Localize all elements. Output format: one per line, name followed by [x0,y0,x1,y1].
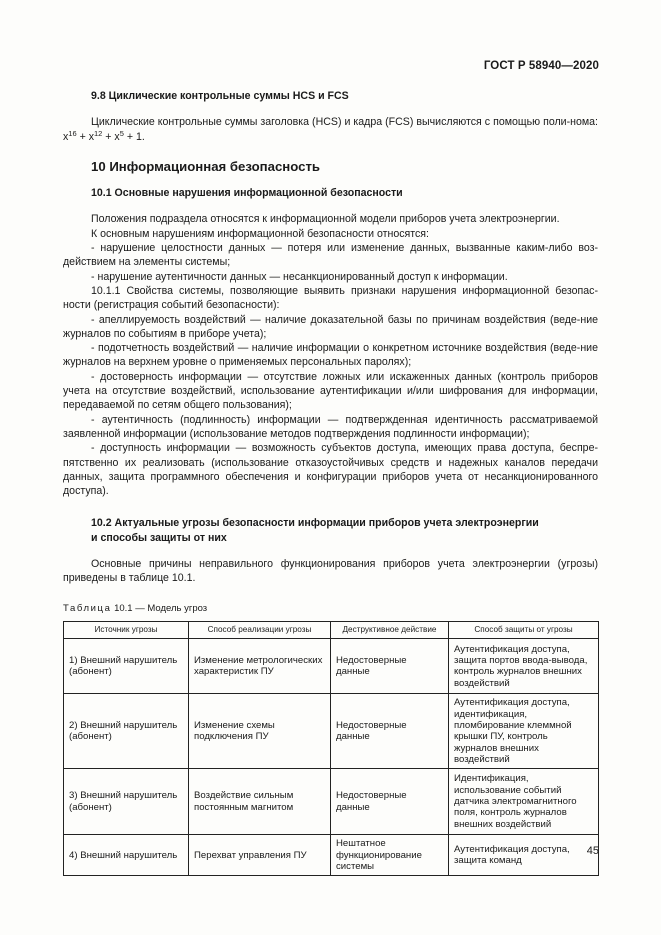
standard-header: ГОСТ Р 58940—2020 [483,60,599,72]
table-cell: Перехват управления ПУ [189,835,331,876]
section-10-2-text: Основные причины неправильного функционирования приборов учета электроэнергии (угрозы) приведены в таблице 10.1. [63,558,598,585]
section-10-2-title: 10.2 Актуальные угрозы безопасности информации приборов учета электроэнергии и способы защиты от них [91,517,539,544]
table-cell: Идентификация, использование событий датчика электромагнитного поля, контроль журналов внешних воздействий [449,769,599,835]
page-content [63,89,598,876]
table-cell: Нештатное функционирование системы [331,835,449,876]
table-header-row [64,621,599,638]
section-10-title: 10 Информационная безопасность [91,158,321,174]
list-item: - аутентичность (подлинность) информации — подтвержденная идентичность рассматриваемой заявленной информации (использование методов подтверждения подлинности информации); [63,413,598,440]
section-9-8-text: Циклические контрольные суммы заголовка (HCS) и кадра (FCS) вычисляются с помощью поли-нома: $x^{16} + x^{12} + x^5 + 1$. [63,116,598,143]
table-cell: 2) Внешний нарушитель (абонент) [64,694,189,769]
table-row [64,835,599,876]
list-item: - апеллируемость воздействий — наличие доказательной базы по причинам воздействия (веде-ние журналов по событиям в приборе учета); [63,313,598,340]
paragraph: К основным нарушениям информационной безопасности относятся: [91,227,429,240]
table-row [64,639,599,694]
table-cell: Воздействие сильным постоянным магнитом [189,769,331,835]
table-cell: 1) Внешний нарушитель (абонент) [64,639,189,694]
page-number: 45 [586,845,599,857]
list-item: - нарушение аутентичности данных — несанкционированный доступ к информации. [91,270,508,283]
table-cell: Аутентификация доступа, защита команд [449,835,599,876]
paragraph: Положения подраздела относятся к информационной модели приборов учета электроэнергии. [91,213,560,226]
table-caption: Таблица 10.1 — Модель угроз [63,602,208,614]
paragraph: 10.1.1 Свойства системы, позволяющие выявить признаки нарушения информационной безопас-ности (регистрация событий безопасности): [63,284,598,312]
table-cell: 4) Внешний нарушитель [64,835,189,876]
list-item: - доступность информации — возможность субъектов доступа, имеющих права доступа, беспре-пятственно их реализовать (использование отказоустойчивых средств и надежных каналов передачи данных, защита программного обеспечения и конфигурации приборов учета от несанкционированного доступа). [63,442,598,498]
table-cell: Изменение схемы подключения ПУ [189,694,331,769]
table-row [64,694,599,769]
list-item: - нарушение целостности данных — потеря или изменение данных, вызванные каким-либо воз-действием на элементы системы; [63,242,598,269]
table-cell: Аутентификация доступа, идентификация, пломбирование клеммной крышки ПУ, контроль журналов внешних воздействий [449,694,599,769]
list-item: - подотчетность воздействий — наличие информации о конкретном источнике воздействия (веде-ние журналов на верхнем уровне о применяемых персональных паролях); [63,342,598,369]
column-header: Деструктивное действие [331,621,449,638]
column-header: Способ защиты от угрозы [449,621,599,638]
table-cell: Изменение метрологических характеристик ПУ [189,639,331,694]
column-header: Способ реализации угрозы [189,621,331,638]
section-10-1-title: 10.1 Основные нарушения информационной безопасности [91,187,403,200]
column-header: Источник угрозы [64,621,189,638]
table-cell: Недостоверные данные [331,769,449,835]
list-item: - достоверность информации — отсутствие ложных или искаженных данных (контроль приборов учета на отсутствие воздействий, использование аутентификации и/или шифрования для информации, передаваемой по сетям общего пользования); [63,370,598,412]
table-cell: Недостоверные данные [331,639,449,694]
threat-model-table [63,621,599,876]
table-cell: Аутентификация доступа, защита портов ввода-вывода, контроль журналов внешних воздействий [449,639,599,694]
table-cell: Недостоверные данные [331,694,449,769]
table-row [64,769,599,835]
section-9-8-title: 9.8 Циклические контрольные суммы HCS и FCS [91,90,349,102]
table-cell: 3) Внешний нарушитель (абонент) [64,769,189,835]
